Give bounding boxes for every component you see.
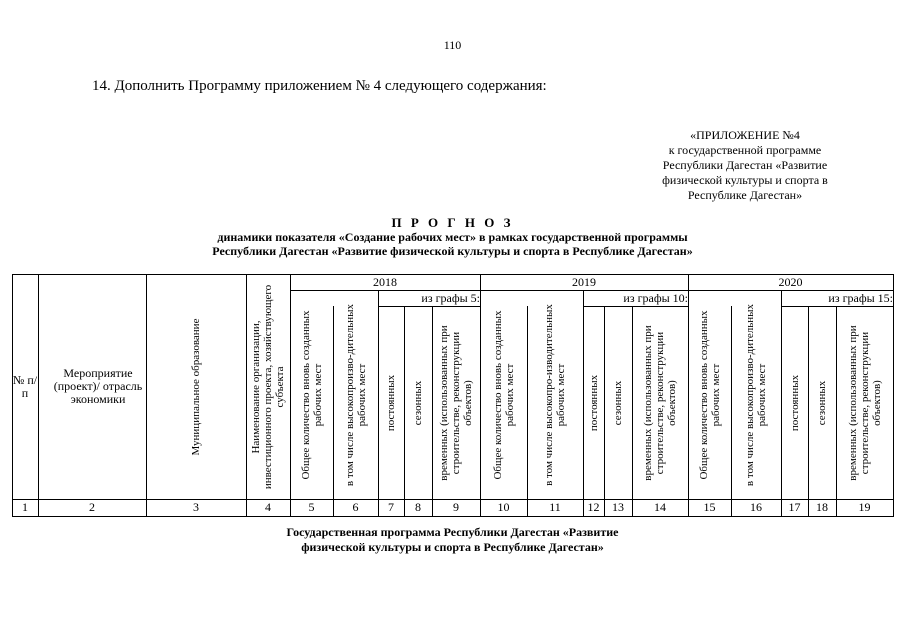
appendix-line: «ПРИЛОЖЕНИЕ №4 (690, 128, 800, 142)
header-organization (246, 274, 290, 499)
title-line: Республики Дагестан «Развитие физической культуры и спорта в Республике Дагестан» (212, 244, 693, 258)
page-number: 110 (443, 38, 462, 52)
column-number: 1 (22, 500, 28, 514)
header-seasonal-text: сезонных (816, 380, 828, 425)
column-number: 19 (858, 500, 871, 514)
header-event: Мероприятие (проект)/ отрасль экономики (53, 366, 143, 406)
header-municipality-text: Муниципальное образование (190, 318, 202, 455)
column-number: 18 (816, 500, 828, 514)
header-seasonal (404, 306, 432, 499)
header-municipality (146, 274, 246, 499)
header-highprod-text: в том числе высокопроизво-дительных рабочих мест (343, 303, 368, 486)
forecast-title (0, 216, 905, 258)
header-highprod (527, 290, 583, 499)
header-seasonal (604, 306, 632, 499)
header-total (290, 290, 333, 499)
header-seasonal-text: сезонных (612, 380, 624, 425)
header-permanent (378, 306, 404, 499)
column-number: 2 (89, 500, 95, 514)
header-total-text: Общее количество вновь созданных рабочих мест (491, 310, 516, 480)
column-number: 10 (497, 500, 510, 514)
column-number: 14 (654, 500, 666, 514)
header-permanent-text: постоянных (587, 374, 600, 431)
program-heading-line: физической культуры и спорта в Республике Дагестан» (301, 540, 604, 554)
column-number: 8 (415, 500, 421, 514)
header-num: № п/п (12, 372, 38, 400)
header-total (480, 290, 527, 499)
column-number: 6 (352, 500, 359, 514)
program-heading-line: Государственная программа Республики Дагестан «Развитие (286, 525, 619, 539)
header-temporary (632, 306, 688, 499)
header-subgroup: из графы 10: (623, 290, 688, 305)
header-year-2019: 2019 (572, 274, 596, 289)
column-number: 7 (388, 500, 394, 514)
appendix-line: Республике Дагестан» (687, 188, 803, 202)
column-number: 3 (193, 500, 199, 514)
header-highprod-text: в том числе высокопро-изводительных рабочих мест (543, 303, 567, 486)
column-number: 4 (265, 500, 271, 514)
appendix-line: физической культуры и спорта в (662, 173, 828, 187)
header-subgroup: из графы 15: (828, 290, 893, 305)
column-number: 11 (549, 500, 561, 514)
column-number: 9 (453, 500, 459, 514)
header-total (688, 290, 731, 499)
header-organization-text: Наименование организации, инвестиционного проекта, хозяйствующего субъекта (250, 284, 286, 489)
header-total-text: Общее количество вновь созданных рабочих мест (299, 310, 324, 480)
header-year-2018: 2018 (373, 274, 397, 289)
appendix-line: к государственной программе (668, 143, 822, 157)
intro-text: 14. Дополнить Программу приложением № 4 следующего содержания: (92, 78, 547, 94)
appendix-caption (640, 128, 850, 203)
table-rule (893, 274, 894, 517)
column-number: 5 (308, 500, 315, 514)
header-year-2020: 2020 (778, 274, 803, 289)
header-seasonal-text: сезонных (412, 380, 424, 425)
header-subgroup: из графы 5: (421, 290, 480, 305)
header-permanent (781, 306, 808, 499)
header-temporary-text: временных (использованных при строительстве, реконструкции объектов) (846, 324, 883, 481)
header-seasonal (808, 306, 836, 499)
header-permanent (583, 306, 604, 499)
header-permanent-text: постоянных (385, 374, 397, 431)
header-temporary-text: временных (использованных при строительстве, реконструкции объектов) (438, 324, 474, 481)
header-temporary (432, 306, 480, 499)
column-number: 12 (587, 500, 600, 514)
column-number: 17 (788, 500, 801, 514)
header-highprod-text: в том числе высокопроизво-дительных рабочих мест (744, 303, 768, 486)
column-number: 15 (703, 500, 716, 514)
title-line: динамики показателя «Создание рабочих мест» в рамках государственной программы (217, 230, 688, 244)
appendix-line: Республики Дагестан «Развитие (662, 158, 828, 172)
header-highprod (333, 290, 378, 499)
program-heading (0, 525, 905, 555)
table-rule (12, 516, 893, 517)
header-total-text: Общее количество вновь созданных рабочих мест (697, 310, 722, 480)
column-number: 13 (612, 500, 624, 514)
column-number: 16 (750, 500, 762, 514)
header-temporary (836, 306, 893, 499)
header-permanent-text: постоянных (788, 374, 801, 431)
header-highprod (731, 290, 781, 499)
header-temporary-text: временных (использованных при строительстве, реконструкции объектов) (642, 324, 678, 481)
title-line: П Р О Г Н О З (391, 215, 514, 230)
